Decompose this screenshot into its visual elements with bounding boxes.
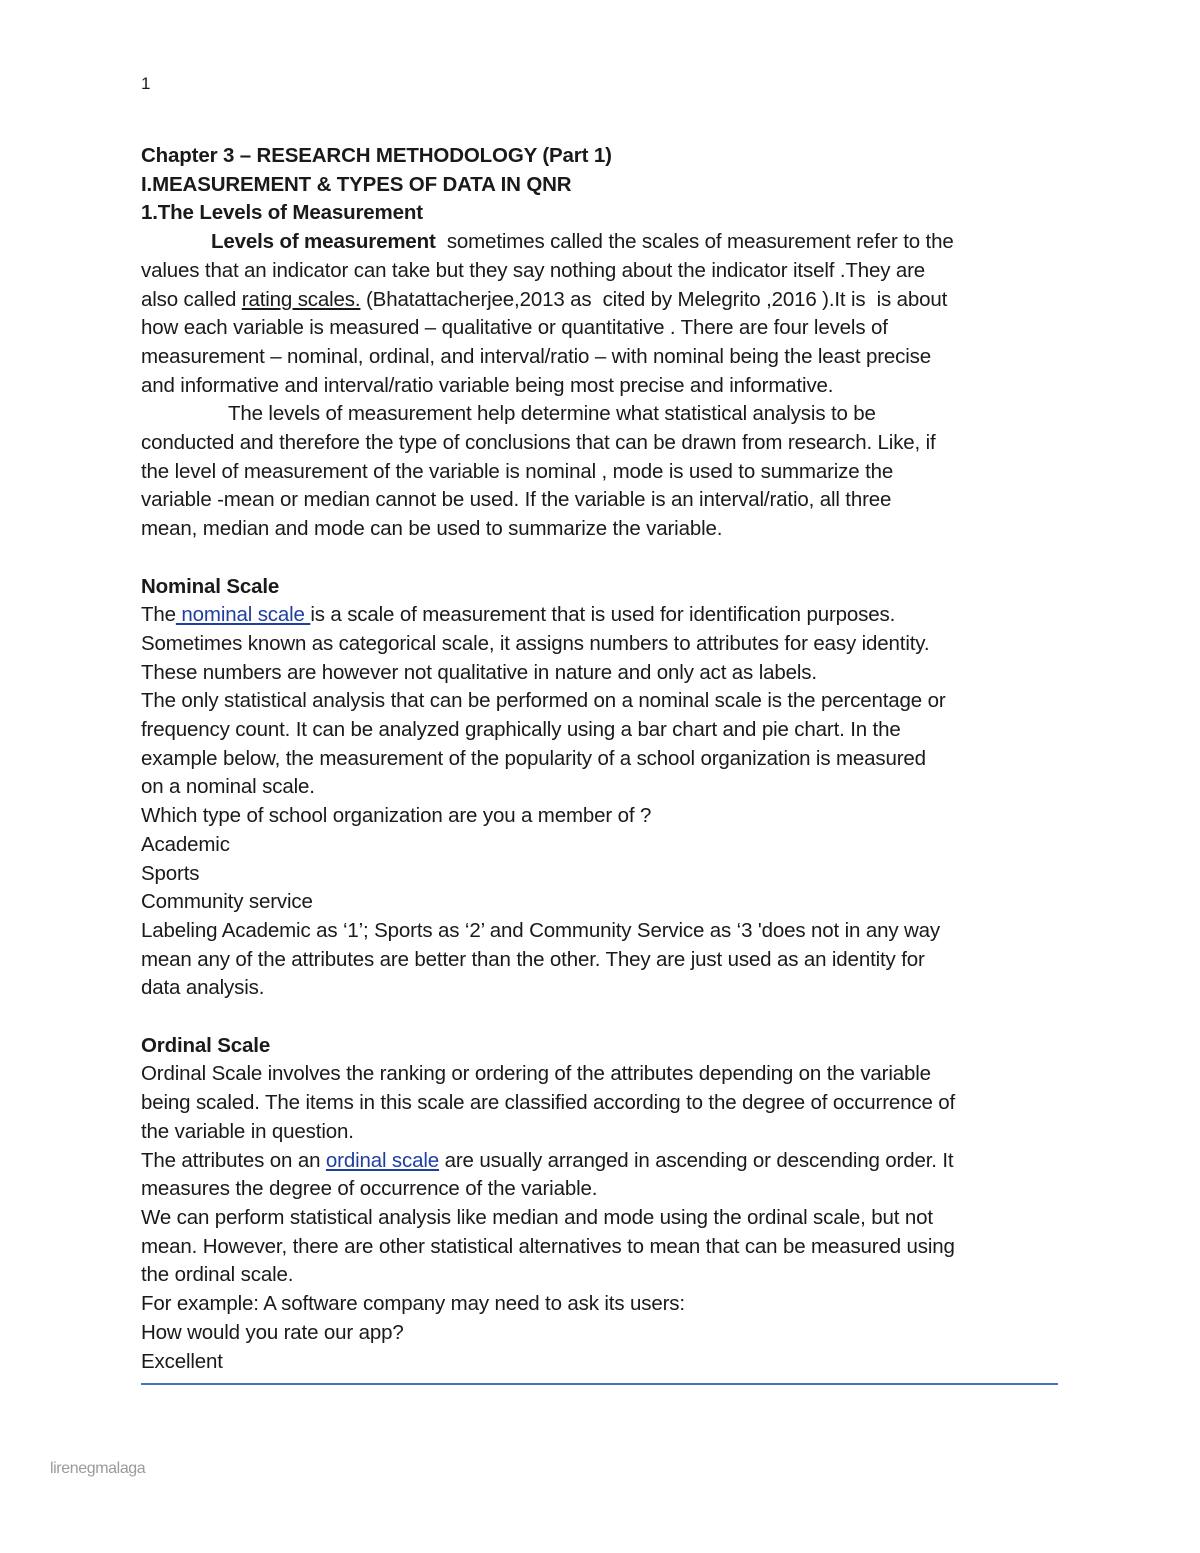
ordinal-line-2: being scaled. The items in this scale are classified according to the degree of occurrence of (141, 1091, 956, 1115)
nominal-line-8: Labeling Academic as ‘1’; Sports as ‘2’ and Community Service as ‘3 'does not in any way (141, 918, 940, 942)
ordinal-heading: Ordinal Scale (141, 1033, 271, 1057)
ordinal-line-1: Ordinal Scale involves the ranking or ordering of the attributes depending on the variable (141, 1062, 931, 1086)
paragraph-gap (141, 1003, 1071, 1032)
ordinal-line-6: We can perform statistical analysis like median and mode using the ordinal scale, but not (141, 1205, 933, 1229)
levels-line-5: mean, median and mode can be used to summarize the variable. (141, 517, 723, 541)
intro-bold-term: Levels of measurement (211, 230, 436, 254)
intro-line-3 (141, 286, 1071, 315)
ordinal-line-9: For example: A software company may need to ask its users: (141, 1292, 685, 1316)
page-number: 1 (141, 74, 151, 93)
ordinal-option-excellent: Excellent (141, 1349, 223, 1373)
ordinal-line-5: measures the degree of occurrence of the variable. (141, 1177, 598, 1201)
ordinal-question: How would you rate our app? (141, 1320, 404, 1344)
ordinal-line-4 (141, 1147, 1071, 1176)
section-title: I.MEASUREMENT & TYPES OF DATA IN QNR (141, 172, 572, 196)
intro-line-1 (141, 228, 1071, 257)
paragraph-gap (141, 544, 1071, 573)
chapter-title: Chapter 3 – RESEARCH METHODOLOGY (Part 1) (141, 144, 612, 167)
nominal-line-1 (141, 601, 1071, 630)
nominal-option-academic: Academic (141, 832, 230, 856)
nominal-line-7: on a nominal scale. (141, 775, 315, 799)
nominal-line-10: data analysis. (141, 976, 265, 1000)
document-body (141, 142, 1071, 1376)
intro-line-4: how each variable is measured – qualitative or quantitative . There are four levels of (141, 316, 888, 340)
intro-line-5: measurement – nominal, ordinal, and interval/ratio – with nominal being the least precise (141, 344, 932, 368)
nominal-option-sports: Sports (141, 861, 200, 885)
nominal-option-community-service: Community service (141, 890, 313, 914)
nominal-line-1-pre: The (141, 603, 176, 627)
horizontal-rule (141, 1383, 1058, 1385)
nominal-line-4: The only statistical analysis that can be performed on a nominal scale is the percentage or (141, 689, 946, 713)
ordinal-line-4-post: are usually arranged in ascending or descending order. It (439, 1148, 954, 1172)
watermark-username: lirenegmalaga (50, 1460, 146, 1477)
ordinal-line-8: the ordinal scale. (141, 1263, 294, 1287)
ordinal-line-7: mean. However, there are other statistical alternatives to mean that can be measured using (141, 1234, 955, 1258)
intro-line-3-post: (Bhatattacherjee,2013 as cited by Melegrito ,2016 ).It is is about (360, 287, 948, 311)
nominal-line-3: These numbers are however not qualitative in nature and only act as labels. (141, 660, 817, 684)
levels-line-3: the level of measurement of the variable is nominal , mode is used to summarize the (141, 459, 894, 483)
nominal-scale-link[interactable]: nominal scale (175, 603, 311, 627)
ordinal-line-3: the variable in question. (141, 1119, 354, 1143)
intro-line-2: values that an indicator can take but they say nothing about the indicator itself .They are (141, 258, 926, 282)
rating-scales-link[interactable]: rating scales. (241, 287, 361, 311)
levels-line-1: The levels of measurement help determine what statistical analysis to be (228, 402, 876, 426)
nominal-line-6: example below, the measurement of the popularity of a school organization is measured (141, 746, 926, 770)
intro-line-3-pre: also called (141, 287, 242, 311)
intro-line-6: and informative and interval/ratio variable being most precise and informative. (141, 373, 834, 397)
nominal-heading: Nominal Scale (141, 574, 280, 598)
subsection-title: 1.The Levels of Measurement (141, 201, 423, 225)
ordinal-scale-link[interactable]: ordinal scale (325, 1148, 440, 1172)
nominal-line-1-post: is a scale of measurement that is used for identification purposes. (310, 603, 896, 627)
nominal-line-2: Sometimes known as categorical scale, it assigns numbers to attributes for easy identity. (141, 631, 930, 655)
levels-line-4: variable -mean or median cannot be used. If the variable is an interval/ratio, all three (141, 488, 892, 512)
nominal-question: Which type of school organization are you a member of ? (141, 804, 652, 828)
nominal-line-5: frequency count. It can be analyzed graphically using a bar chart and pie chart. In the (141, 718, 901, 742)
intro-line-1-rest: sometimes called the scales of measurement refer to the (435, 230, 954, 254)
nominal-line-9: mean any of the attributes are better than the other. They are just used as an identity for (141, 947, 925, 971)
levels-line-2: conducted and therefore the type of conclusions that can be drawn from research. Like, if (141, 431, 936, 455)
ordinal-line-4-pre: The attributes on an (141, 1148, 326, 1172)
